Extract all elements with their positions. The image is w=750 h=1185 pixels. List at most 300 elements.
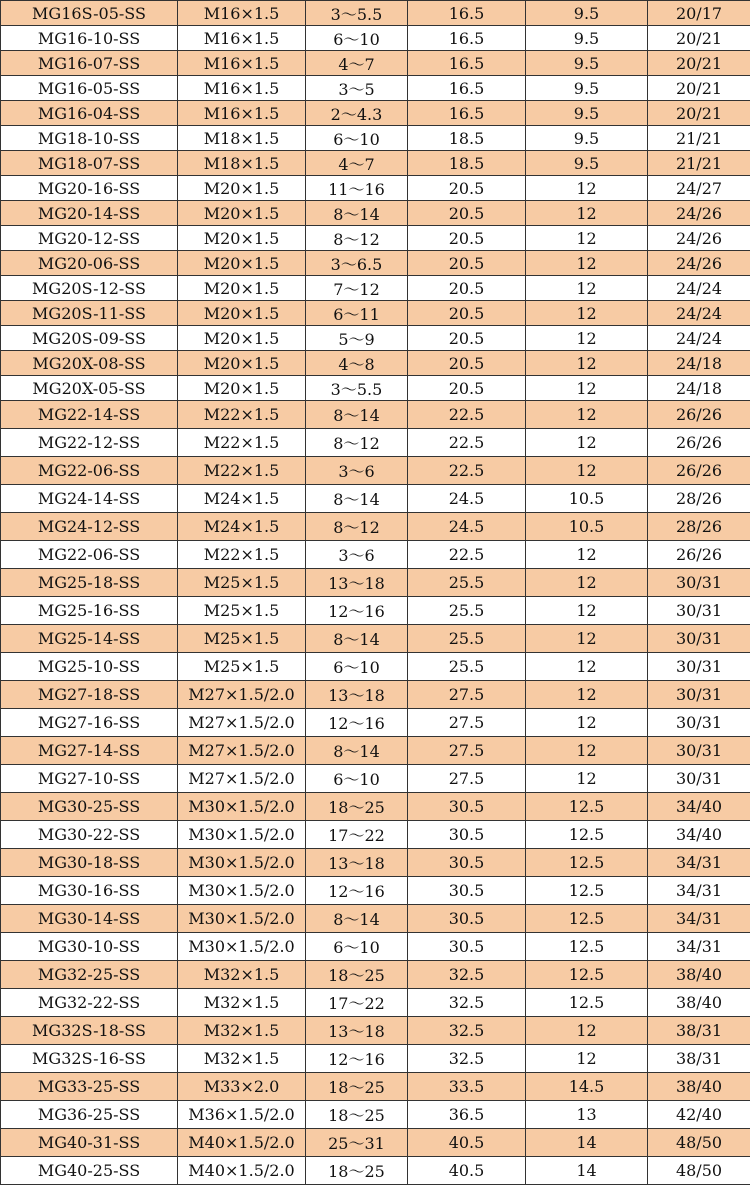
- thread-cell: M30×1.5/2.0: [178, 793, 306, 821]
- dimension-b-cell: 12: [526, 457, 648, 485]
- wrench-size-cell: 20/21: [648, 51, 750, 76]
- dimension-a-cell: 18.5: [408, 151, 526, 176]
- cable-range-cell: 6～10: [306, 933, 408, 961]
- model-cell: MG22-12-SS: [1, 429, 178, 457]
- dimension-a-cell: 24.5: [408, 485, 526, 513]
- dimension-a-cell: 30.5: [408, 877, 526, 905]
- model-cell: MG40-31-SS: [1, 1129, 178, 1157]
- cable-range-cell: 12～16: [306, 597, 408, 625]
- wrench-size-cell: 28/26: [648, 513, 750, 541]
- thread-cell: M25×1.5: [178, 625, 306, 653]
- cable-range-cell: 13～18: [306, 849, 408, 877]
- table-row: [1, 933, 750, 961]
- dimension-a-cell: 32.5: [408, 961, 526, 989]
- table-row: [1, 126, 750, 151]
- cable-range-cell: 18～25: [306, 793, 408, 821]
- dimension-b-cell: 9.5: [526, 1, 648, 26]
- thread-cell: M20×1.5: [178, 226, 306, 251]
- cable-range-cell: 8～14: [306, 401, 408, 429]
- table-row: [1, 457, 750, 485]
- model-cell: MG36-25-SS: [1, 1101, 178, 1129]
- model-cell: MG30-18-SS: [1, 849, 178, 877]
- table-row: [1, 401, 750, 429]
- cable-range-cell: 6～10: [306, 26, 408, 51]
- cable-range-cell: 8～14: [306, 625, 408, 653]
- cable-range-cell: 8～12: [306, 429, 408, 457]
- dimension-a-cell: 25.5: [408, 569, 526, 597]
- table-row: [1, 485, 750, 513]
- dimension-a-cell: 30.5: [408, 905, 526, 933]
- wrench-size-cell: 30/31: [648, 653, 750, 681]
- thread-cell: M16×1.5: [178, 26, 306, 51]
- cable-range-cell: 5～9: [306, 326, 408, 351]
- thread-cell: M24×1.5: [178, 513, 306, 541]
- table-row: [1, 226, 750, 251]
- thread-cell: M20×1.5: [178, 376, 306, 401]
- cable-range-cell: 8～14: [306, 201, 408, 226]
- wrench-size-cell: 38/40: [648, 989, 750, 1017]
- thread-cell: M16×1.5: [178, 76, 306, 101]
- model-cell: MG20S-09-SS: [1, 326, 178, 351]
- wrench-size-cell: 30/31: [648, 709, 750, 737]
- dimension-b-cell: 12.5: [526, 849, 648, 877]
- dimension-a-cell: 33.5: [408, 1073, 526, 1101]
- cable-range-cell: 7～12: [306, 276, 408, 301]
- dimension-a-cell: 20.5: [408, 301, 526, 326]
- thread-cell: M20×1.5: [178, 201, 306, 226]
- model-cell: MG20-14-SS: [1, 201, 178, 226]
- wrench-size-cell: 30/31: [648, 569, 750, 597]
- thread-cell: M20×1.5: [178, 351, 306, 376]
- thread-cell: M22×1.5: [178, 457, 306, 485]
- table-row: [1, 1045, 750, 1073]
- table-row: [1, 301, 750, 326]
- table-row: [1, 1157, 750, 1185]
- cable-range-cell: 4～7: [306, 151, 408, 176]
- wrench-size-cell: 34/40: [648, 793, 750, 821]
- model-cell: MG20S-11-SS: [1, 301, 178, 326]
- model-cell: MG16-05-SS: [1, 76, 178, 101]
- dimension-a-cell: 32.5: [408, 1045, 526, 1073]
- table-row: [1, 201, 750, 226]
- wrench-size-cell: 24/24: [648, 301, 750, 326]
- dimension-b-cell: 12: [526, 765, 648, 793]
- cable-range-cell: 6～10: [306, 126, 408, 151]
- cable-range-cell: 3～5.5: [306, 1, 408, 26]
- wrench-size-cell: 34/40: [648, 821, 750, 849]
- table-row: [1, 176, 750, 201]
- table-row: [1, 849, 750, 877]
- dimension-a-cell: 30.5: [408, 933, 526, 961]
- table-row: [1, 1129, 750, 1157]
- model-cell: MG20-06-SS: [1, 251, 178, 276]
- table-row: [1, 541, 750, 569]
- cable-range-cell: 3～6: [306, 541, 408, 569]
- dimension-b-cell: 12: [526, 597, 648, 625]
- thread-cell: M40×1.5/2.0: [178, 1129, 306, 1157]
- wrench-size-cell: 30/31: [648, 765, 750, 793]
- dimension-a-cell: 30.5: [408, 849, 526, 877]
- dimension-a-cell: 20.5: [408, 326, 526, 351]
- wrench-size-cell: 20/17: [648, 1, 750, 26]
- cable-range-cell: 17～22: [306, 821, 408, 849]
- thread-cell: M30×1.5/2.0: [178, 877, 306, 905]
- thread-cell: M32×1.5: [178, 1017, 306, 1045]
- dimension-b-cell: 12: [526, 176, 648, 201]
- table-row: [1, 877, 750, 905]
- model-cell: MG30-22-SS: [1, 821, 178, 849]
- table-row: [1, 513, 750, 541]
- cable-range-cell: 2～4.3: [306, 101, 408, 126]
- thread-cell: M16×1.5: [178, 101, 306, 126]
- dimension-b-cell: 9.5: [526, 26, 648, 51]
- thread-cell: M27×1.5/2.0: [178, 765, 306, 793]
- dimension-b-cell: 12.5: [526, 821, 648, 849]
- dimension-b-cell: 10.5: [526, 513, 648, 541]
- wrench-size-cell: 24/26: [648, 226, 750, 251]
- table-row: [1, 989, 750, 1017]
- dimension-a-cell: 20.5: [408, 226, 526, 251]
- dimension-b-cell: 12: [526, 429, 648, 457]
- model-cell: MG25-16-SS: [1, 597, 178, 625]
- dimension-b-cell: 12: [526, 737, 648, 765]
- thread-cell: M18×1.5: [178, 151, 306, 176]
- wrench-size-cell: 30/31: [648, 737, 750, 765]
- model-cell: MG22-14-SS: [1, 401, 178, 429]
- dimension-a-cell: 20.5: [408, 176, 526, 201]
- table-row: [1, 597, 750, 625]
- thread-cell: M40×1.5/2.0: [178, 1157, 306, 1185]
- wrench-size-cell: 48/50: [648, 1157, 750, 1185]
- cable-range-cell: 18～25: [306, 961, 408, 989]
- dimension-a-cell: 16.5: [408, 101, 526, 126]
- dimension-a-cell: 25.5: [408, 597, 526, 625]
- dimension-b-cell: 12.5: [526, 961, 648, 989]
- dimension-a-cell: 20.5: [408, 201, 526, 226]
- dimension-b-cell: 12.5: [526, 933, 648, 961]
- wrench-size-cell: 24/26: [648, 201, 750, 226]
- wrench-size-cell: 30/31: [648, 597, 750, 625]
- cable-range-cell: 6～11: [306, 301, 408, 326]
- dimension-a-cell: 16.5: [408, 51, 526, 76]
- wrench-size-cell: 21/21: [648, 151, 750, 176]
- thread-cell: M25×1.5: [178, 569, 306, 597]
- table-row: [1, 821, 750, 849]
- wrench-size-cell: 21/21: [648, 126, 750, 151]
- model-cell: MG24-12-SS: [1, 513, 178, 541]
- dimension-a-cell: 22.5: [408, 457, 526, 485]
- dimension-b-cell: 12: [526, 276, 648, 301]
- model-cell: MG32-22-SS: [1, 989, 178, 1017]
- table-row: [1, 251, 750, 276]
- wrench-size-cell: 48/50: [648, 1129, 750, 1157]
- dimension-a-cell: 27.5: [408, 681, 526, 709]
- table-row: [1, 351, 750, 376]
- dimension-b-cell: 12: [526, 251, 648, 276]
- model-cell: MG20X-05-SS: [1, 376, 178, 401]
- dimension-a-cell: 20.5: [408, 351, 526, 376]
- wrench-size-cell: 34/31: [648, 849, 750, 877]
- wrench-size-cell: 20/21: [648, 76, 750, 101]
- wrench-size-cell: 38/40: [648, 1073, 750, 1101]
- table-row: [1, 737, 750, 765]
- cable-range-cell: 4～8: [306, 351, 408, 376]
- model-cell: MG32S-16-SS: [1, 1045, 178, 1073]
- cable-range-cell: 8～12: [306, 226, 408, 251]
- cable-range-cell: 8～14: [306, 737, 408, 765]
- model-cell: MG20-16-SS: [1, 176, 178, 201]
- dimension-b-cell: 9.5: [526, 51, 648, 76]
- table-row: [1, 1, 750, 26]
- cable-range-cell: 6～10: [306, 765, 408, 793]
- model-cell: MG30-25-SS: [1, 793, 178, 821]
- wrench-size-cell: 34/31: [648, 905, 750, 933]
- thread-cell: M20×1.5: [178, 276, 306, 301]
- dimension-b-cell: 12: [526, 541, 648, 569]
- dimension-a-cell: 22.5: [408, 401, 526, 429]
- wrench-size-cell: 38/40: [648, 961, 750, 989]
- dimension-b-cell: 13: [526, 1101, 648, 1129]
- model-cell: MG30-16-SS: [1, 877, 178, 905]
- model-cell: MG27-16-SS: [1, 709, 178, 737]
- model-cell: MG25-18-SS: [1, 569, 178, 597]
- table-row: [1, 51, 750, 76]
- table-row: [1, 276, 750, 301]
- cable-range-cell: 13～18: [306, 681, 408, 709]
- wrench-size-cell: 20/21: [648, 26, 750, 51]
- thread-cell: M30×1.5/2.0: [178, 821, 306, 849]
- table-row: [1, 151, 750, 176]
- dimension-b-cell: 12.5: [526, 989, 648, 1017]
- dimension-a-cell: 27.5: [408, 709, 526, 737]
- table-row: [1, 681, 750, 709]
- dimension-a-cell: 27.5: [408, 765, 526, 793]
- table-row: [1, 905, 750, 933]
- model-cell: MG20X-08-SS: [1, 351, 178, 376]
- dimension-b-cell: 12: [526, 351, 648, 376]
- dimension-b-cell: 10.5: [526, 485, 648, 513]
- dimension-b-cell: 12: [526, 653, 648, 681]
- wrench-size-cell: 26/26: [648, 457, 750, 485]
- dimension-b-cell: 9.5: [526, 76, 648, 101]
- table-row: [1, 326, 750, 351]
- model-cell: MG18-10-SS: [1, 126, 178, 151]
- dimension-b-cell: 12: [526, 1045, 648, 1073]
- dimension-a-cell: 32.5: [408, 1017, 526, 1045]
- model-cell: MG18-07-SS: [1, 151, 178, 176]
- thread-cell: M24×1.5: [178, 485, 306, 513]
- model-cell: MG30-14-SS: [1, 905, 178, 933]
- table-row: [1, 101, 750, 126]
- spec-table-body: [1, 1, 750, 1185]
- model-cell: MG20-12-SS: [1, 226, 178, 251]
- table-row: [1, 376, 750, 401]
- table-row: [1, 1101, 750, 1129]
- thread-cell: M33×2.0: [178, 1073, 306, 1101]
- dimension-a-cell: 16.5: [408, 76, 526, 101]
- model-cell: MG22-06-SS: [1, 457, 178, 485]
- thread-cell: M32×1.5: [178, 989, 306, 1017]
- dimension-a-cell: 36.5: [408, 1101, 526, 1129]
- cable-range-cell: 25～31: [306, 1129, 408, 1157]
- table-row: [1, 429, 750, 457]
- thread-cell: M20×1.5: [178, 176, 306, 201]
- model-cell: MG30-10-SS: [1, 933, 178, 961]
- model-cell: MG25-10-SS: [1, 653, 178, 681]
- thread-cell: M20×1.5: [178, 251, 306, 276]
- dimension-a-cell: 18.5: [408, 126, 526, 151]
- cable-range-cell: 3～5: [306, 76, 408, 101]
- dimension-a-cell: 22.5: [408, 541, 526, 569]
- dimension-a-cell: 16.5: [408, 26, 526, 51]
- wrench-size-cell: 26/26: [648, 401, 750, 429]
- wrench-size-cell: 34/31: [648, 933, 750, 961]
- dimension-b-cell: 12: [526, 709, 648, 737]
- dimension-b-cell: 12: [526, 681, 648, 709]
- cable-range-cell: 11～16: [306, 176, 408, 201]
- wrench-size-cell: 28/26: [648, 485, 750, 513]
- dimension-a-cell: 24.5: [408, 513, 526, 541]
- cable-range-cell: 4～7: [306, 51, 408, 76]
- cable-range-cell: 3～6.5: [306, 251, 408, 276]
- wrench-size-cell: 26/26: [648, 429, 750, 457]
- dimension-b-cell: 9.5: [526, 126, 648, 151]
- wrench-size-cell: 42/40: [648, 1101, 750, 1129]
- cable-range-cell: 12～16: [306, 709, 408, 737]
- model-cell: MG16-07-SS: [1, 51, 178, 76]
- wrench-size-cell: 24/27: [648, 176, 750, 201]
- cable-range-cell: 12～16: [306, 1045, 408, 1073]
- table-row: [1, 793, 750, 821]
- thread-cell: M30×1.5/2.0: [178, 905, 306, 933]
- dimension-b-cell: 14.5: [526, 1073, 648, 1101]
- dimension-a-cell: 30.5: [408, 793, 526, 821]
- dimension-b-cell: 14: [526, 1129, 648, 1157]
- table-row: [1, 26, 750, 51]
- table-row: [1, 653, 750, 681]
- model-cell: MG16-04-SS: [1, 101, 178, 126]
- model-cell: MG40-25-SS: [1, 1157, 178, 1185]
- dimension-b-cell: 12: [526, 625, 648, 653]
- dimension-b-cell: 12.5: [526, 793, 648, 821]
- cable-range-cell: 18～25: [306, 1073, 408, 1101]
- dimension-b-cell: 14: [526, 1157, 648, 1185]
- thread-cell: M16×1.5: [178, 1, 306, 26]
- model-cell: MG32S-18-SS: [1, 1017, 178, 1045]
- table-row: [1, 76, 750, 101]
- table-row: [1, 625, 750, 653]
- cable-range-cell: 3～5.5: [306, 376, 408, 401]
- cable-range-cell: 12～16: [306, 877, 408, 905]
- model-cell: MG27-10-SS: [1, 765, 178, 793]
- wrench-size-cell: 24/24: [648, 276, 750, 301]
- dimension-a-cell: 27.5: [408, 737, 526, 765]
- dimension-a-cell: 40.5: [408, 1129, 526, 1157]
- cable-range-cell: 18～25: [306, 1101, 408, 1129]
- cable-range-cell: 8～14: [306, 485, 408, 513]
- dimension-a-cell: 40.5: [408, 1157, 526, 1185]
- dimension-a-cell: 25.5: [408, 653, 526, 681]
- model-cell: MG20S-12-SS: [1, 276, 178, 301]
- dimension-b-cell: 12: [526, 401, 648, 429]
- table-row: [1, 765, 750, 793]
- dimension-a-cell: 20.5: [408, 251, 526, 276]
- thread-cell: M25×1.5: [178, 653, 306, 681]
- wrench-size-cell: 34/31: [648, 877, 750, 905]
- model-cell: MG22-06-SS: [1, 541, 178, 569]
- dimension-a-cell: 20.5: [408, 276, 526, 301]
- cable-range-cell: 8～14: [306, 905, 408, 933]
- table-row: [1, 961, 750, 989]
- dimension-b-cell: 12.5: [526, 905, 648, 933]
- thread-cell: M30×1.5/2.0: [178, 849, 306, 877]
- dimension-b-cell: 9.5: [526, 101, 648, 126]
- thread-cell: M27×1.5/2.0: [178, 737, 306, 765]
- cable-range-cell: 17～22: [306, 989, 408, 1017]
- cable-range-cell: 6～10: [306, 653, 408, 681]
- cable-range-cell: 8～12: [306, 513, 408, 541]
- model-cell: MG16-10-SS: [1, 26, 178, 51]
- dimension-a-cell: 20.5: [408, 376, 526, 401]
- wrench-size-cell: 26/26: [648, 541, 750, 569]
- dimension-b-cell: 12: [526, 1017, 648, 1045]
- thread-cell: M30×1.5/2.0: [178, 933, 306, 961]
- thread-cell: M32×1.5: [178, 1045, 306, 1073]
- wrench-size-cell: 24/18: [648, 376, 750, 401]
- model-cell: MG32-25-SS: [1, 961, 178, 989]
- model-cell: MG16S-05-SS: [1, 1, 178, 26]
- model-cell: MG24-14-SS: [1, 485, 178, 513]
- table-row: [1, 1017, 750, 1045]
- wrench-size-cell: 24/26: [648, 251, 750, 276]
- thread-cell: M32×1.5: [178, 961, 306, 989]
- wrench-size-cell: 20/21: [648, 101, 750, 126]
- table-row: [1, 709, 750, 737]
- table-row: [1, 1073, 750, 1101]
- dimension-b-cell: 12: [526, 301, 648, 326]
- dimension-a-cell: 25.5: [408, 625, 526, 653]
- dimension-b-cell: 12: [526, 201, 648, 226]
- thread-cell: M27×1.5/2.0: [178, 709, 306, 737]
- cable-range-cell: 3～6: [306, 457, 408, 485]
- thread-cell: M22×1.5: [178, 401, 306, 429]
- table-row: [1, 569, 750, 597]
- cable-range-cell: 13～18: [306, 1017, 408, 1045]
- dimension-a-cell: 22.5: [408, 429, 526, 457]
- wrench-size-cell: 24/18: [648, 351, 750, 376]
- dimension-b-cell: 12: [526, 569, 648, 597]
- thread-cell: M25×1.5: [178, 597, 306, 625]
- thread-cell: M20×1.5: [178, 301, 306, 326]
- model-cell: MG25-14-SS: [1, 625, 178, 653]
- dimension-b-cell: 12: [526, 226, 648, 251]
- dimension-a-cell: 32.5: [408, 989, 526, 1017]
- thread-cell: M18×1.5: [178, 126, 306, 151]
- thread-cell: M22×1.5: [178, 541, 306, 569]
- wrench-size-cell: 24/24: [648, 326, 750, 351]
- wrench-size-cell: 30/31: [648, 625, 750, 653]
- wrench-size-cell: 38/31: [648, 1017, 750, 1045]
- dimension-b-cell: 9.5: [526, 151, 648, 176]
- model-cell: MG27-18-SS: [1, 681, 178, 709]
- dimension-b-cell: 12.5: [526, 877, 648, 905]
- thread-cell: M20×1.5: [178, 326, 306, 351]
- wrench-size-cell: 38/31: [648, 1045, 750, 1073]
- model-cell: MG27-14-SS: [1, 737, 178, 765]
- wrench-size-cell: 30/31: [648, 681, 750, 709]
- thread-cell: M16×1.5: [178, 51, 306, 76]
- thread-cell: M27×1.5/2.0: [178, 681, 306, 709]
